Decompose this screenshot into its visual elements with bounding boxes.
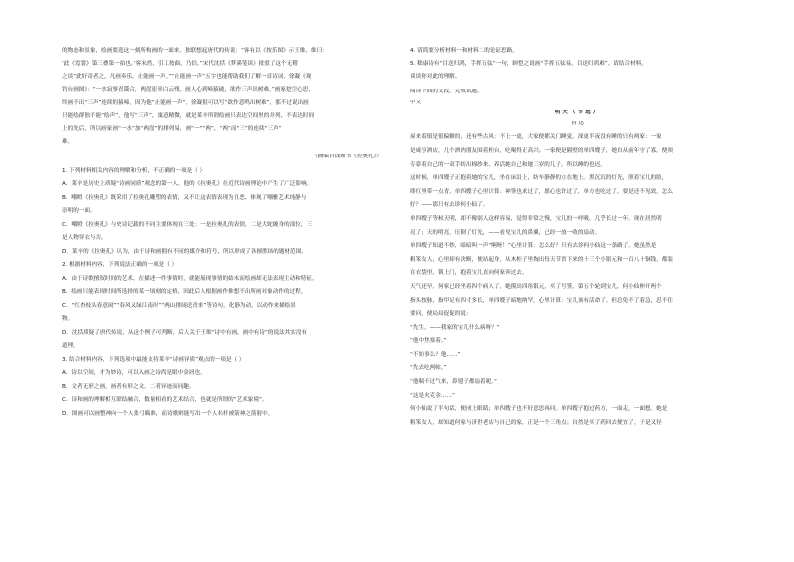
passage-title: 明天（节选） [554, 110, 601, 116]
passage-line: 单四嫂子知道不妙，暗暗叫一声“啊呀！”心里计算：怎么好？只有去诊何小仙这一条路了。她虽然是 [410, 243, 657, 250]
question-line: C．“红杏枝头春意闹”“春风又绿江南岸”“两山排闼送青来”等诗句，化静为动，以动作来描绘景 [62, 302, 296, 309]
question-line: D．图画可以画整神向一个人张弓瞄准，而诗歌则能写出一个人名杆被箭神之箭射中。 [62, 410, 274, 417]
question-list-continued [410, 45, 745, 84]
question-line: 3. 结合材料内容，下列选项中最能支持莱辛“诗画异质”观点的一项是（ ） [62, 356, 245, 363]
question-line: A．莱辛是历史上质疑“诗画同质”观念的第一人，他的《拉奥孔》在近代诗画理论中产生了广泛影响。 [62, 181, 313, 188]
question-line: 道理。 [62, 343, 79, 350]
question-line: 谈谈你对此的理解。 [410, 74, 461, 80]
question-line: B．文者无形之画，画者有形之文，二者异迹而同趣。 [62, 383, 195, 390]
passage-line: 指头按脉，指甲足有四寸多长，单四嫂子暗地纳罕，心里计算：宝儿该有活命了。但总免不了着急，忍不住 [410, 297, 673, 304]
passage-line: “先去吃两帖。” [410, 365, 447, 372]
passage-line: 专靠着自己的一双手纺出棉纱来，养活她自己和她三岁的儿子，所以睡的也迟。 [410, 161, 606, 168]
passage-line: 单四嫂子等候天明，却不像别人这样容易，觉得非常之慢，宝儿的一呼吸，几乎长过一年。现在居然明 [410, 215, 662, 222]
passage-line: 亮了；天的明亮，压倒了灯光，——看见宝儿的鼻翼，已经一放一收的扇动。 [410, 229, 601, 236]
passage-line: 绯红里带一点青。单四嫂子心里计算：神签也求过了，愿心也许过了，单方也吃过了，要是还不见效，怎么 [410, 188, 673, 195]
question-line: A．诗以空间，才为妙诗，可以入画之诗尚是眼中金屑也。 [62, 370, 206, 377]
left-column [62, 45, 382, 421]
passage-line: “不妨事么？他……” [410, 351, 461, 358]
passage-line: “他中焦塞着。” [410, 338, 447, 345]
question-line: D．沈括质疑了唐代传说，从这个例子可判断，后人关于王维“诗中有画，画中有诗”的说法其实没有 [62, 329, 308, 336]
passage-line: 要问，便局局促促的说： [410, 311, 472, 318]
question-line: C．嘲瞪《拉奥孔》与史诗记载的不同主要体现在三处：一是拉奥孔的表情，二是大蛇缠身的部位，三 [62, 221, 313, 228]
passage-line: 天气还早，何家已经坐着四个病人了。她摸出四角银元，买了号签，第五个轮到宝儿。何小仙伸开两个 [410, 283, 662, 290]
passage-author: 鲁 迅 [571, 120, 584, 126]
text-line: 终画不出“三声”连续的猿啼，因为他“止能画一声”。徐凝很可以写“欲作悲鸣出树难”，那不过说出画 [62, 100, 309, 106]
question-line: 2. 根据材料内容，下列说法正确的一项是（ ） [62, 262, 178, 269]
right-column [410, 45, 745, 430]
text-line: 上的先后，所以画家画“一水”加“两崖”的排列易，画“一”“两”，“两”而“三”的连续“三声” [62, 126, 282, 132]
passage-line: 粗笨女人，心里却有决断，便站起身，从木柜子里掏出每天节省下来的十三个小银元和一百八十铜钱，都装 [410, 256, 673, 263]
passage-line: “先生，——我家的宝儿什么病呀？” [410, 324, 500, 331]
question-line: B．嘲瞪《拉奥孔》既采用了拉奥孔雕塑的表情，又不让这表情表现为丑恶，体现了嘲雅艺术纯静与 [62, 194, 307, 201]
question-list [62, 165, 382, 422]
text-line: 之谈“此好奇者之，凡画奏乐，止能画一声。”“止能画一声”五字也能帮助我们了解一首诗词，徐凝《观 [62, 74, 312, 80]
passage-line: “这是火克金……” [410, 392, 455, 399]
passage-body [410, 131, 745, 430]
source-citation: （摘编自钱锺书《拉奥孔》） [312, 154, 382, 159]
passage-line: 何小仙说了半句话，便闭上眼睛；单四嫂子也不好意思再问。单四嫂子抱过药方，一面走，一面想。她是 [410, 406, 668, 413]
question-line: 5. 嵇康诗有“目送归鸿，手挥五弦”一句，顾恺之说画“手挥五弦易，目送归鸿难”。请结合材料， [410, 61, 647, 67]
text-line: 难。 [62, 139, 74, 145]
text-line: ‘此《霓裳》第三叠第一拍也。’客未然，引工按曲，乃信。”宋代沈括《梦溪笔谈》批驳了这个无稽 [62, 61, 298, 67]
question-line: 1. 下列材料相关内容的理解和分析，不正确的一项是（ ） [62, 167, 206, 174]
question-line: 4. 请简要分析材料一和材料二的论证思路。 [410, 48, 518, 54]
question-line: 崇明的一面。 [62, 208, 96, 215]
passage-line: 屋来着镇是很偏僻的，还有些古风：不上一更，大家便都关门睡觉。深更半夜没有睡的只有两家：一家 [410, 134, 662, 141]
passage-line: “他喘不过气来，鼻翅子都扇着呢。” [410, 379, 497, 386]
question-line: 是人物穿衣与否。 [62, 235, 107, 242]
passage-line: 粗笨女人，却知道何家与济世老店与自己的家，正是一个三角点；自然是买了药回去便宜了。于是又径 [410, 419, 662, 426]
passage-line: 好？——那只有去诊何小仙了。 [410, 202, 489, 209]
question-line: 物。 [62, 316, 74, 323]
passage-line: 是咸亨酒店，几个酒肉朋友围着柜台，吃喝得正高兴；一家便是隔壁的单四嫂子，她自从前年守了寡，便须 [410, 147, 673, 154]
question-line: C．诗和画的理解相互联结融合，数量相看的艺术结合，也就是所谓的“艺术象境”。 [62, 397, 268, 404]
text-line: 只能绘群独不能“绘声”，他写“三声”，寓意精微，就是莱辛所谓绘画只表达空间里的并列，不表达时间 [62, 113, 315, 119]
question-line: D．莱辛的《拉奥孔》认为，由于诗和画拥有不同的媒介和符号，所以形成了各擅胜场的题材范围。 [62, 248, 307, 255]
article-excerpt [62, 45, 382, 149]
text-line: 钓台画图》：“一水寂寥青霭合，两崖崔崒白云残。画人心到啼猿破，欲作三声出树难。”画家挖空心思， [62, 87, 314, 93]
question-line: A．由于诗歌擅叙时间的艺术，在描述一件事情时，就能展现事情的始末而绘画却无法表现主动和特征。 [62, 275, 318, 282]
passage-line: 这时候，单四嫂子正抱着她的宝儿，坐在床沿上，纺车静静的立在地上。黑沉沉的灯光，照着宝儿的脸， [410, 175, 668, 182]
passage-label: 甲文 [410, 99, 422, 105]
question-line: B．绘画只能表现时间所选择的某一顷刻的定格，因此后人根据画作推想不出所画对象动作的过程。 [62, 289, 307, 296]
passage-line: 在衣袋里，锁上门，抱着宝儿直向何家奔过去。 [410, 270, 528, 277]
text-line: 的物态和景象，绘画要选这一刻所构画的一面来。独联想起唐代的传说：“客有以《按乐图》示王维，维曰： [62, 48, 328, 54]
reading-instruction: 阅读下面的文段，完成试题。 [410, 89, 483, 94]
